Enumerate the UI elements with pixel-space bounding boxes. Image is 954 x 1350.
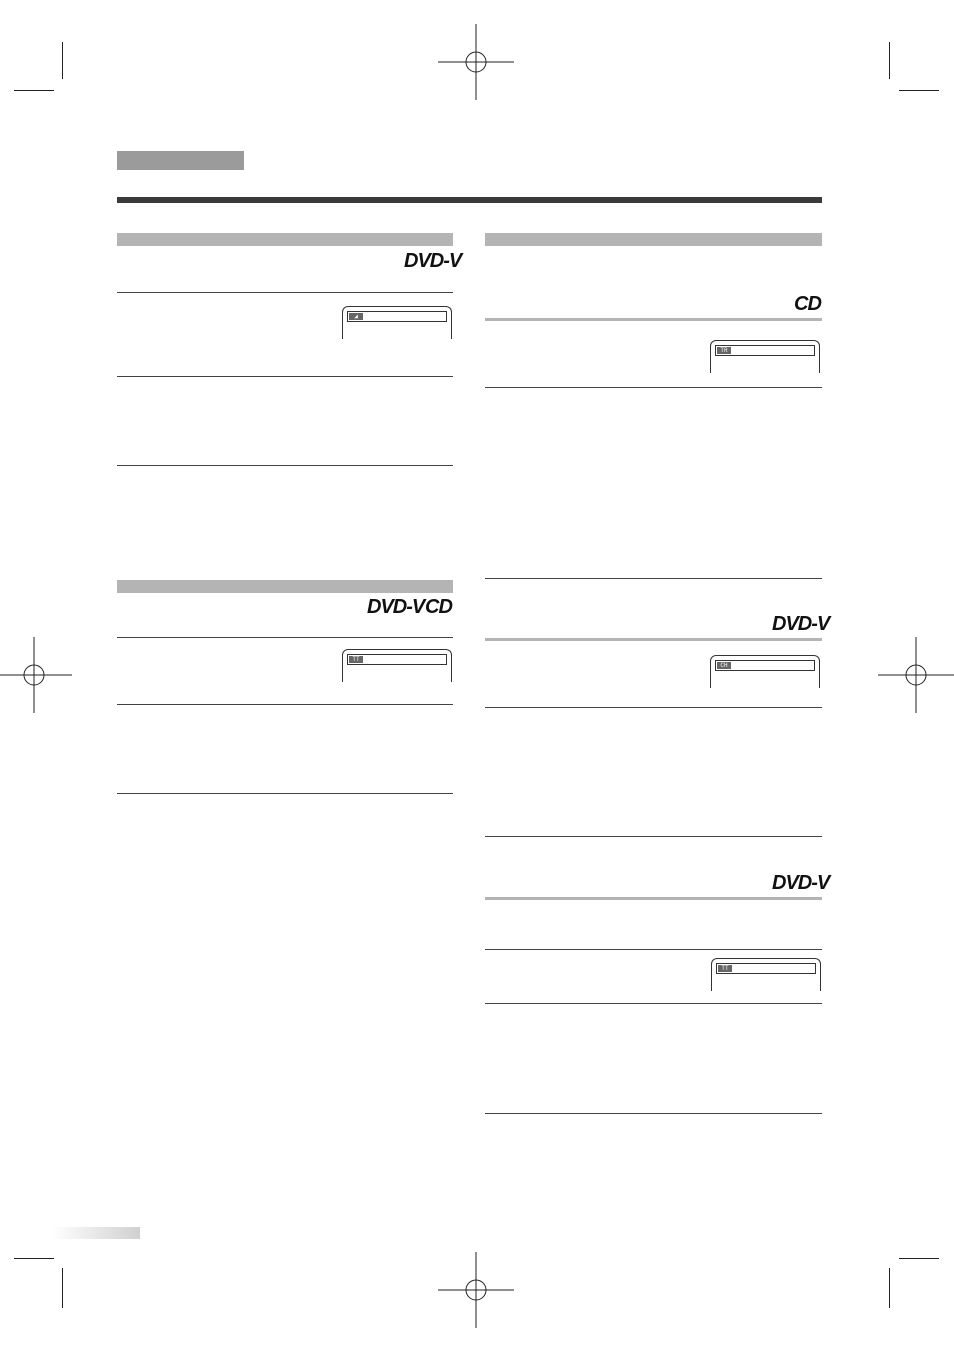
- dvd-v-badge: DVD-V: [772, 872, 830, 894]
- dvd-v-badge: DVD-V: [367, 596, 425, 618]
- divider: [485, 578, 822, 579]
- divider: [117, 376, 453, 377]
- divider: [117, 465, 453, 466]
- title-icon: TT: [718, 965, 732, 972]
- crop-mark: [62, 1268, 63, 1308]
- osd-screen: [710, 655, 820, 688]
- section-band: [117, 580, 453, 593]
- divider: [485, 836, 822, 837]
- divider: [485, 318, 822, 321]
- divider: [485, 387, 822, 388]
- dvd-v-badge: DVD-V: [404, 250, 462, 272]
- page-number-bar: [52, 1227, 140, 1239]
- crop-mark: [889, 1268, 890, 1308]
- subtitle-icon: ◢: [349, 313, 363, 320]
- chapter-icon: CH: [717, 662, 731, 669]
- divider: [485, 707, 822, 708]
- divider: [485, 638, 822, 641]
- divider: [117, 292, 453, 293]
- crop-mark: [14, 90, 54, 91]
- section-band: [117, 233, 453, 246]
- osd-screen: [711, 958, 821, 991]
- osd-screen: [342, 649, 452, 682]
- divider: [117, 704, 453, 705]
- divider: [117, 637, 453, 638]
- crop-mark: [14, 1258, 54, 1259]
- dvd-v-badge: DVD-V: [772, 613, 830, 635]
- divider: [117, 793, 453, 794]
- crop-mark: [889, 42, 890, 79]
- cd-badge: CD: [425, 596, 452, 618]
- registration-mark: [438, 1252, 514, 1328]
- cd-badge: CD: [794, 293, 821, 315]
- divider: [485, 1003, 822, 1004]
- section-band: [485, 233, 822, 246]
- crop-mark: [899, 1258, 939, 1259]
- header-rule: [117, 197, 822, 203]
- registration-mark: [0, 637, 72, 713]
- osd-screen: [342, 306, 452, 339]
- divider: [485, 949, 822, 950]
- divider: [485, 897, 822, 900]
- osd-screen: [710, 340, 820, 373]
- section-tab: [117, 151, 244, 170]
- crop-mark: [62, 42, 63, 79]
- registration-mark: [878, 637, 954, 713]
- divider: [485, 1113, 822, 1114]
- crop-mark: [899, 90, 939, 91]
- registration-mark: [438, 24, 514, 100]
- title-icon: TT: [349, 656, 363, 663]
- track-icon: TR: [717, 347, 731, 354]
